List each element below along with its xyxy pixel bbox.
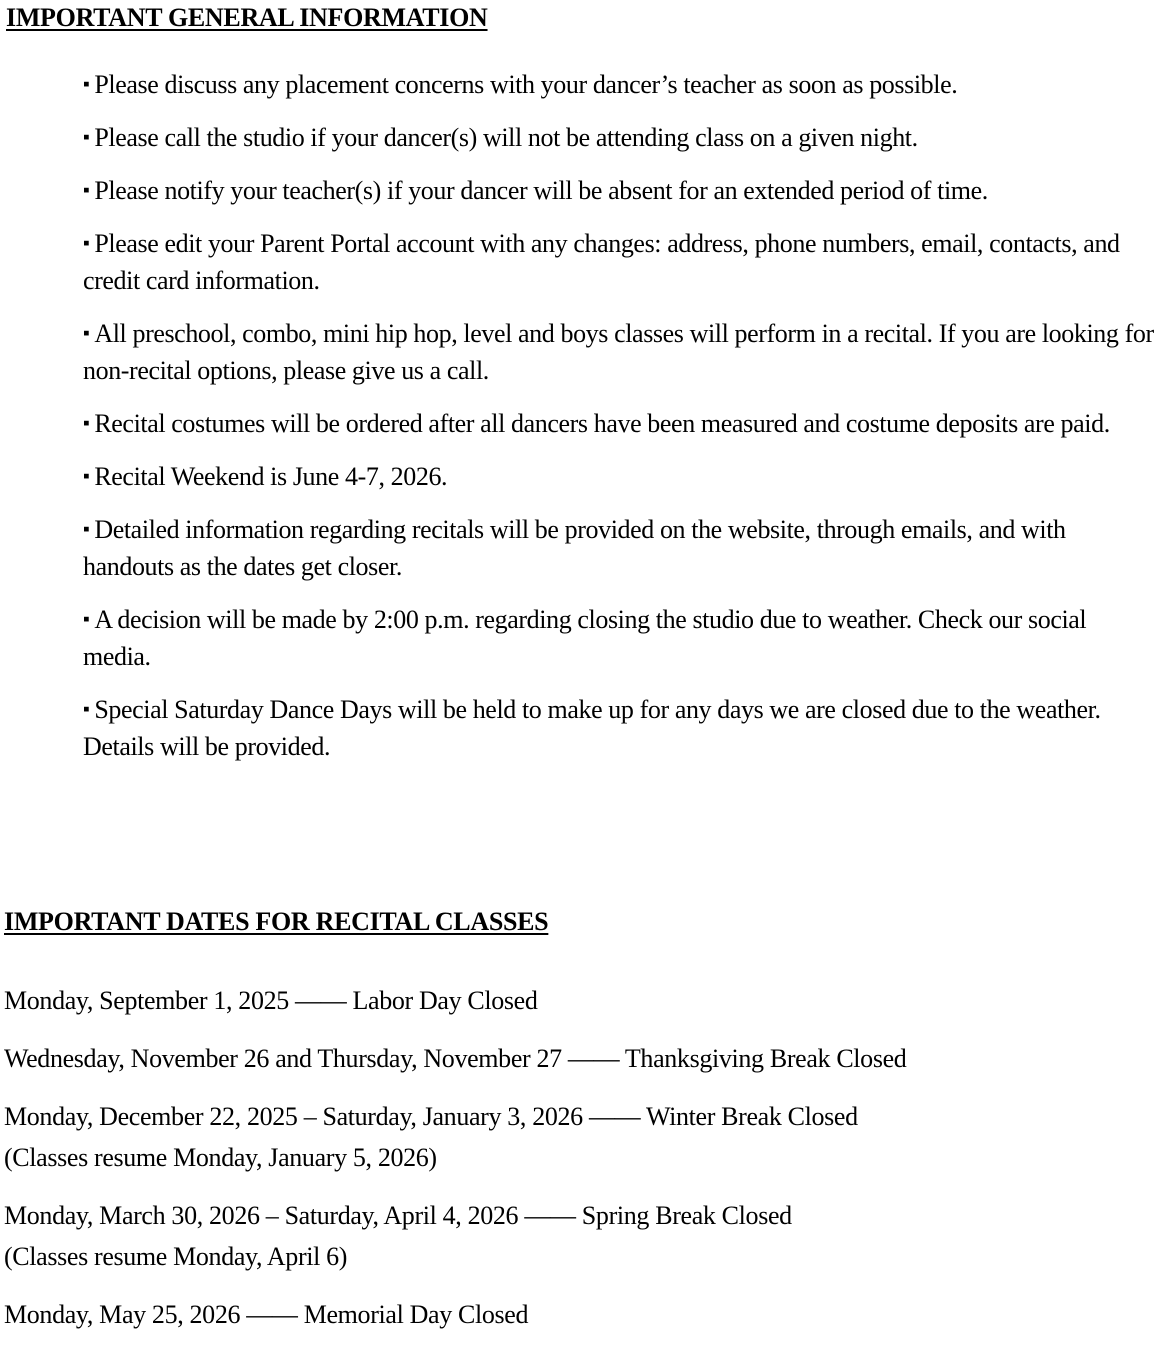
date-item-note: (Classes resume Monday, April 6): [4, 1242, 348, 1271]
general-information-list: [83, 66, 1155, 781]
date-item-text: Monday, May 25, 2026 —— Memorial Day Closed: [4, 1300, 529, 1329]
info-item-text: Recital costumes will be ordered after all dancers have been measured and costume deposits are paid.: [94, 409, 1110, 438]
info-item: [83, 172, 1155, 209]
date-item-note: (Classes resume Monday, January 5, 2026): [4, 1143, 437, 1172]
info-item: [83, 458, 1155, 495]
date-item: [4, 1096, 1154, 1178]
square-bullet-icon: ▪: [83, 466, 90, 487]
info-item-text: Special Saturday Dance Days will be held to make up for any days we are closed due to the weather. Details will be provided.: [83, 695, 1101, 761]
square-bullet-icon: ▪: [83, 233, 90, 254]
square-bullet-icon: ▪: [83, 74, 90, 95]
recital-dates-heading: IMPORTANT DATES FOR RECITAL CLASSES: [4, 907, 549, 936]
square-bullet-icon: ▪: [83, 609, 90, 630]
square-bullet-icon: ▪: [83, 519, 90, 540]
recital-dates-list: [4, 980, 1154, 1352]
general-information-heading: IMPORTANT GENERAL INFORMATION: [6, 3, 488, 32]
date-item-text: Monday, September 1, 2025 —— Labor Day Closed: [4, 986, 538, 1015]
date-item-text: Wednesday, November 26 and Thursday, November 27 —— Thanksgiving Break Closed: [4, 1044, 907, 1073]
date-item-text: Monday, March 30, 2026 – Saturday, April 4, 2026 —— Spring Break Closed: [4, 1201, 792, 1230]
square-bullet-icon: ▪: [83, 180, 90, 201]
info-item: [83, 119, 1155, 156]
info-item: [83, 225, 1155, 299]
info-item: [83, 66, 1155, 103]
info-item: [83, 315, 1155, 389]
info-item: [83, 691, 1155, 765]
date-item: [4, 1038, 1154, 1079]
info-item-text: A decision will be made by 2:00 p.m. regarding closing the studio due to weather. Check our social media.: [83, 605, 1087, 671]
date-item: [4, 1294, 1154, 1335]
info-item-text: Please edit your Parent Portal account with any changes: address, phone numbers, email, contacts, and credit card information.: [83, 229, 1120, 295]
square-bullet-icon: ▪: [83, 127, 90, 148]
info-item-text: Please notify your teacher(s) if your dancer will be absent for an extended period of time.: [94, 176, 988, 205]
info-item-text: All preschool, combo, mini hip hop, level and boys classes will perform in a recital. If you are looking for non-recital options, please give us a call.: [83, 319, 1154, 385]
square-bullet-icon: ▪: [83, 323, 90, 344]
square-bullet-icon: ▪: [83, 699, 90, 720]
info-item-text: Recital Weekend is June 4-7, 2026.: [94, 462, 448, 491]
info-item: [83, 601, 1155, 675]
info-item-text: Please discuss any placement concerns with your dancer’s teacher as soon as possible.: [94, 70, 958, 99]
info-item-text: Detailed information regarding recitals will be provided on the website, through emails, and with handouts as the dates get closer.: [83, 515, 1066, 581]
info-item-text: Please call the studio if your dancer(s) will not be attending class on a given night.: [94, 123, 918, 152]
info-item: [83, 511, 1155, 585]
square-bullet-icon: ▪: [83, 413, 90, 434]
date-item: [4, 980, 1154, 1021]
date-item-text: Monday, December 22, 2025 – Saturday, January 3, 2026 —— Winter Break Closed: [4, 1102, 858, 1131]
info-item: [83, 405, 1155, 442]
date-item: [4, 1195, 1154, 1277]
